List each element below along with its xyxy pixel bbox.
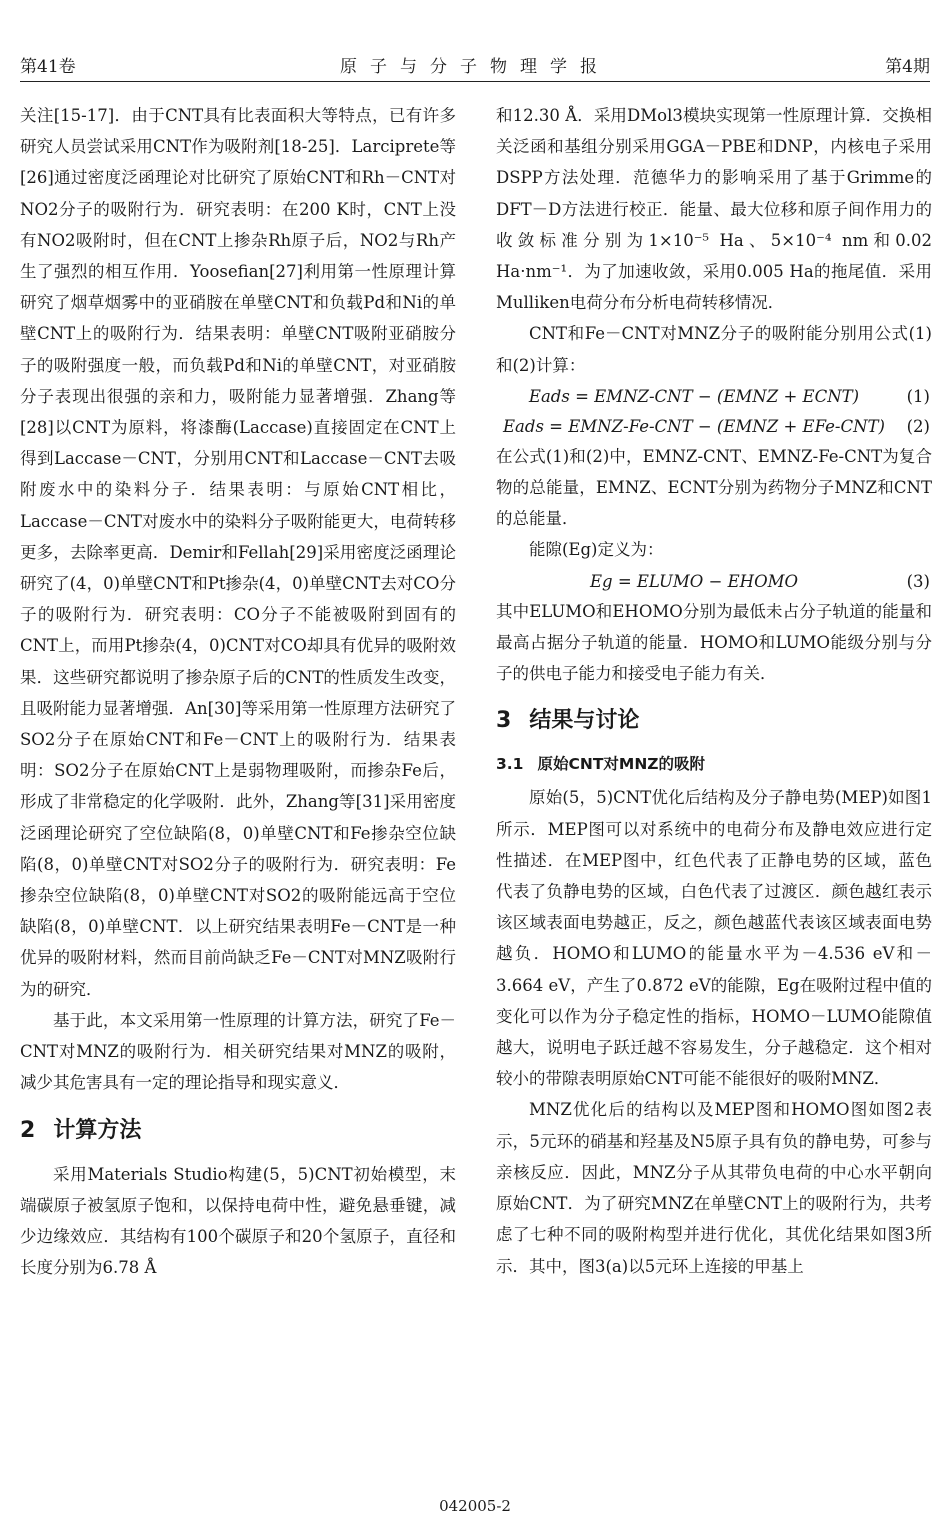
equation-3 — [496, 566, 932, 596]
subsection-3-1-heading — [496, 749, 932, 780]
journal-title: 原子与分子物理学报 — [340, 57, 610, 77]
methods-paragraph-1: 采用Materials Studio构建(5，5)CNT初始模型，末端碳原子被氢原子饱和，以保持电荷中性，避免悬垂键，减少边缘效应．其结构有100个碳原子和20个氢原子，直径和长度分别为6.78 Å — [20, 1164, 456, 1278]
equation-2 — [496, 411, 932, 441]
running-header — [20, 52, 930, 82]
subsection-3-1-number: 3.1 — [496, 755, 524, 774]
equation-1-number: (1) — [906, 386, 930, 406]
right-column — [496, 100, 932, 1282]
results-paragraph-2: MNZ优化后的结构以及MEP图和HOMO图如图2表示，5元环的硝基和羟基及N5原子具有负的静电势，可参与亲核反应．因此，MNZ分子从其带负电荷的中心水平朝向原始CNT．为了研究MNZ在单壁CNT上的吸附行为，共考虑了七种不同的吸附构型并进行优化，其优化结果如图3所示．其中，图3(a)以5元环上连接的甲基上 — [496, 1100, 932, 1276]
section-3-title: 结果与讨论 — [529, 708, 640, 734]
intro-paragraph-1: 关注[15-17]．由于CNT具有比表面积大等特点，已有许多研究人员尝试采用CNT作为吸附剂[18-25]．Larciprete等[26]通过密度泛函理论对比研究了原始CNT和Rh－CNT对NO2分子的吸附行为．研究表明：在200 K时，CNT上没有NO2吸附时，但在CNT上掺杂Rh原子后，NO2与Rh产生了强烈的相互作用．Yoosefian[27]利用第一性原理计算研究了烟草烟雾中的亚硝胺在单壁CNT和负载Pd和Ni的单壁CNT上的吸附行为．结果表明：单壁CNT吸附亚硝胺分子的吸附强度一般，而负载Pd和Ni的单壁CNT，对亚硝胺分子表现出很强的亲和力，吸附能力显著增强．Zhang等[28]以CNT为原料，将漆酶(Laccase)直接固定在CNT上得到Laccase－CNT，分别用CNT和Laccase－CNT去吸附废水中的染料分子．结果表明：与原始CNT相比，Laccase－CNT对废水中的染料分子吸附能更大，电荷转移更多，去除率更高．Demir和Fellah[29]采用密度泛函理论研究了(4，0)单壁CNT和Pt掺杂(4，0)单壁CNT去对CO分子的吸附行为．研究表明：CO分子不能被吸附到固有的CNT上，而用Pt掺杂(4，0)CNT对CO却具有优异的吸附效果．这些研究都说明了掺杂原子后的CNT的性质发生改变，且吸附能力显著增强．An[30]等采用第一性原理方法研究了SO2分子在原始CNT和Fe－CNT上的吸附行为．结果表明：SO2分子在原始CNT上是弱物理吸附，而掺杂Fe后，形成了非常稳定的化学吸附．此外，Zhang等[31]采用密度泛函理论研究了空位缺陷(8，0)单壁CNT和Fe掺杂空位缺陷(8，0)单壁CNT对SO2分子的吸附行为．研究表明：Fe掺杂空位缺陷(8，0)单壁CNT对SO2的吸附能远高于空位缺陷(8，0)单壁CNT．以上研究结果表明Fe－CNT是一种优异的吸附材料，然而目前尚缺乏Fe－CNT对MNZ吸附行为的研究． — [20, 106, 456, 999]
energy-gap-definition: 能隙(Eg)定义为： — [529, 540, 664, 560]
header-rule — [20, 81, 930, 82]
section-2-number: 2 — [20, 1117, 36, 1143]
section-2-heading — [20, 1115, 456, 1147]
equation-2-number: (2) — [906, 416, 930, 436]
left-column — [20, 100, 456, 1283]
equation-1-expression: Eads = EMNZ-CNT − (EMNZ + ECNT) — [528, 386, 860, 406]
equation-explanation: 在公式(1)和(2)中，EMNZ-CNT、EMNZ-Fe-CNT为复合物的总能量，EMNZ、ECNT分别为药物分子MNZ和CNT的总能量． — [496, 446, 932, 529]
volume-label: 第41卷 — [20, 57, 76, 77]
section-3-number: 3 — [496, 708, 512, 734]
adsorption-energy-intro: CNT和Fe－CNT对MNZ分子的吸附能分别用公式(1)和(2)计算： — [496, 324, 932, 375]
equation-2-expression: Eads = EMNZ-Fe-CNT − (EMNZ + EFe-CNT) — [503, 416, 885, 436]
issue-label: 第4期 — [885, 57, 930, 77]
page-number: 042005-2 — [439, 1497, 511, 1515]
energy-gap-explanation: 其中ELUMO和EHOMO分别为最低未占分子轨道的能量和最高占据分子轨道的能量．HOMO和LUMO能级分别与分子的供电子能力和接受电子能力有关． — [496, 601, 932, 684]
equation-3-number: (3) — [906, 571, 930, 591]
results-paragraph-1: 原始(5，5)CNT优化后结构及分子静电势(MEP)如图1所示．MEP图可以对系统中的电荷分布及静电效应进行定性描述．在MEP图中，红色代表了正静电势的区域，蓝色代表了负静电势的区域，白色代表了过渡区．颜色越红表示该区域表面电势越正，反之，颜色越蓝代表该区域表面电势越负．HOMO和LUMO的能量水平为－4.536 eV和－3.664 eV，产生了0.872 eV的能隙，Eg在吸附过程中值的变化可以作为分子稳定性的指标，HOMO－LUMO能隙值越大，说明电子跃迁越不容易发生，分子越稳定．这个相对较小的带隙表明原始CNT可能不能很好的吸附MNZ． — [496, 788, 932, 1089]
subsection-3-1-title: 原始CNT对MNZ的吸附 — [537, 755, 706, 774]
intro-paragraph-2: 基于此，本文采用第一性原理的计算方法，研究了Fe－CNT对MNZ的吸附行为．相关研究结果对MNZ的吸附，减少其危害具有一定的理论指导和现实意义． — [20, 1010, 456, 1093]
section-2-title: 计算方法 — [53, 1117, 142, 1143]
equation-3-expression: Eg = ELUMO − EHOMO — [589, 571, 799, 591]
section-3-heading — [496, 705, 932, 737]
methods-paragraph-2: 和12.30 Å．采用DMol3模块实现第一性原理计算．交换相关泛函和基组分别采用GGA－PBE和DNP，内核电子采用DSPP方法处理．范德华力的影响采用了基于Grimme的DFT－D方法进行校正．能量、最大位移和原子间作用力的收敛标准分别为1×10⁻⁵ Ha、5×10⁻⁴ nm和0.02 Ha·nm⁻¹．为了加速收敛，采用0.005 Ha的拖尾值．采用Mulliken电荷分布分析电荷转移情况． — [496, 106, 932, 313]
equation-1 — [496, 381, 932, 411]
